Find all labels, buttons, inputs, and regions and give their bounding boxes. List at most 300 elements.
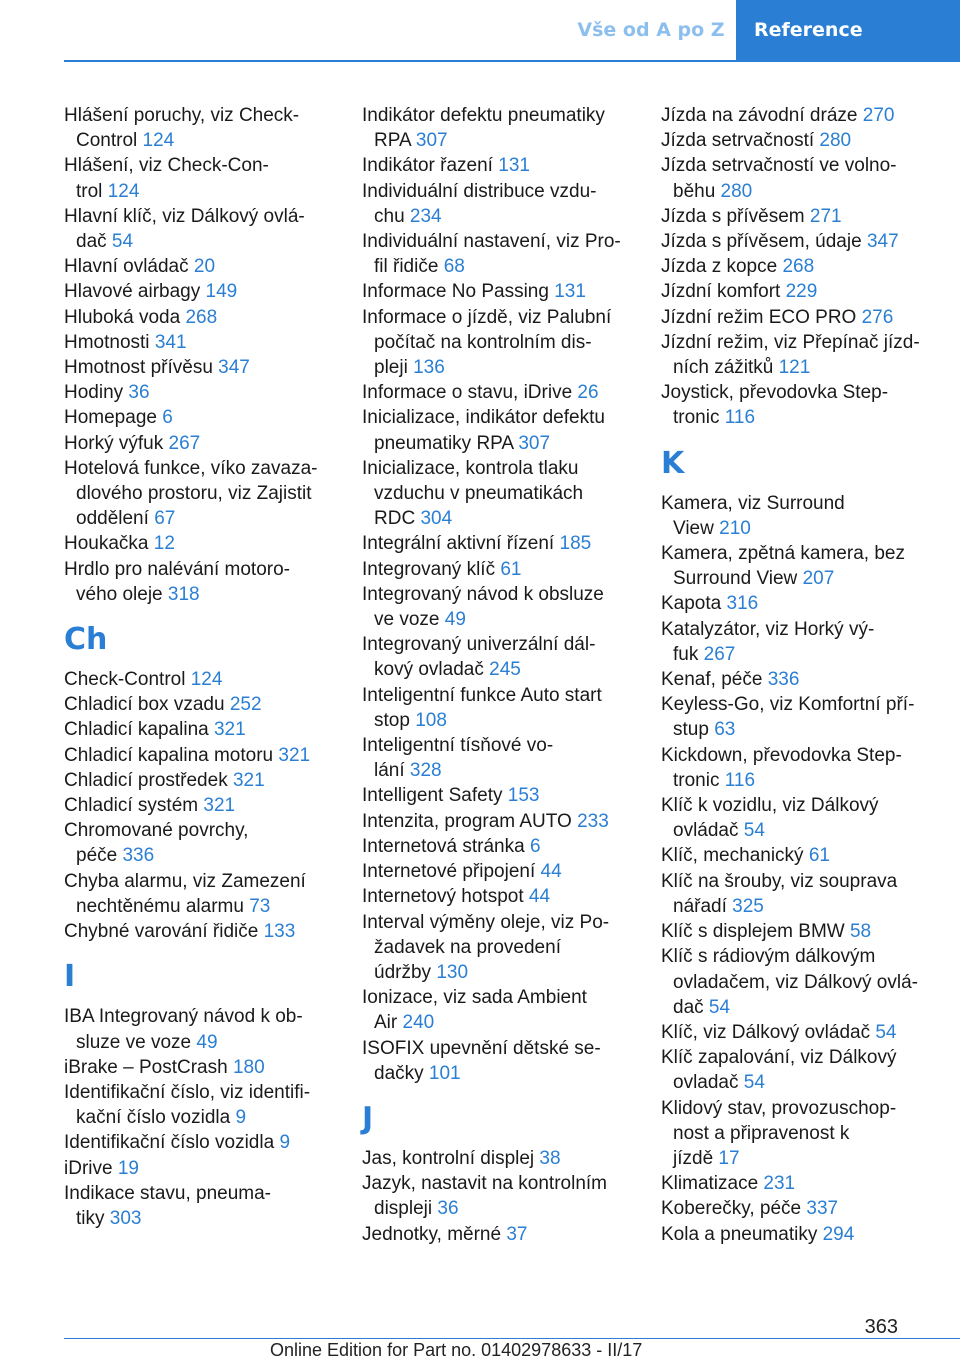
index-entry-text: Individuální nastavení, viz Pro- bbox=[362, 231, 621, 253]
index-entry-line bbox=[661, 894, 943, 919]
page-reference-link[interactable]: 336 bbox=[122, 845, 155, 867]
index-entry-line bbox=[64, 355, 346, 380]
index-entry-line bbox=[64, 1080, 346, 1105]
index-entry-text: Hodiny bbox=[64, 382, 129, 404]
index-entry-text: stop bbox=[374, 709, 416, 731]
index-entry-text: Inicializace, indikátor defektu bbox=[362, 407, 605, 429]
page-reference-link[interactable]: 108 bbox=[415, 709, 447, 731]
page-reference-link[interactable]: 54 bbox=[708, 996, 731, 1018]
index-entry-line bbox=[661, 970, 943, 995]
index-entry-text: Klíč na šrouby, viz souprava bbox=[661, 870, 898, 892]
index-entry-line bbox=[661, 1222, 943, 1247]
page-reference-link[interactable]: 58 bbox=[849, 921, 872, 943]
page-reference-link[interactable]: 210 bbox=[719, 517, 751, 539]
index-entry-text: Hluboká voda bbox=[64, 306, 186, 328]
index-entry-text: Hlavní klíč, viz Dálkový ovlá- bbox=[64, 205, 305, 227]
index-entry-text: Air bbox=[374, 1012, 403, 1034]
index-entry-line bbox=[661, 1146, 943, 1171]
index-entry-line bbox=[661, 591, 943, 616]
index-entry-text: dač bbox=[76, 231, 112, 253]
index-entry-line bbox=[661, 103, 943, 128]
index-entry-text: ISOFIX upevnění dětské se- bbox=[362, 1037, 601, 1059]
index-entry-text: trol bbox=[76, 180, 108, 202]
page-reference-link[interactable]: 44 bbox=[540, 861, 562, 883]
index-entry-line bbox=[362, 1036, 644, 1061]
index-entry-line bbox=[661, 995, 943, 1020]
index-entry-text: Hlavové airbagy bbox=[64, 281, 206, 303]
index-entry-text: Chybné varování řidiče bbox=[64, 921, 264, 943]
page-reference-link[interactable]: 294 bbox=[822, 1223, 855, 1245]
index-entry-text: nechtěnému alarmu bbox=[76, 895, 250, 917]
index-entry-line bbox=[362, 153, 644, 178]
index-entry-text: Klíč, mechanický bbox=[661, 845, 809, 867]
index-entry-text: Identifikační číslo vozidla bbox=[64, 1132, 280, 1154]
page-reference-link[interactable]: 116 bbox=[724, 407, 756, 429]
index-entry-text: Jízda setrvačností ve volno- bbox=[661, 155, 897, 177]
index-entry-line bbox=[661, 1121, 943, 1146]
page-reference-link[interactable]: 54 bbox=[875, 1021, 897, 1043]
index-entry-line bbox=[362, 758, 644, 783]
index-entry-line bbox=[362, 330, 644, 355]
index-entry-line bbox=[64, 869, 346, 894]
index-entry-line bbox=[362, 1146, 644, 1171]
index-entry-text: chu bbox=[374, 205, 410, 227]
index-entry-line bbox=[362, 582, 644, 607]
page-reference-link[interactable]: 149 bbox=[205, 281, 238, 303]
index-entry-line bbox=[661, 279, 943, 304]
page-reference-link[interactable]: 180 bbox=[232, 1056, 265, 1078]
index-entry-text: jízdě bbox=[673, 1147, 719, 1169]
index-entry-line bbox=[362, 229, 644, 254]
section-letter-heading: Ch bbox=[64, 622, 108, 658]
page-reference-link[interactable]: 54 bbox=[111, 231, 134, 253]
index-entry-line bbox=[64, 818, 346, 843]
index-entry-text: vého oleje bbox=[76, 583, 168, 605]
index-entry-text: Integrovaný návod k obsluze bbox=[362, 583, 604, 605]
page-reference-link[interactable]: 131 bbox=[498, 155, 530, 177]
page-reference-link[interactable]: 268 bbox=[185, 306, 218, 328]
page-reference-link[interactable]: 303 bbox=[109, 1207, 142, 1229]
index-entry-text: Homepage bbox=[64, 407, 163, 429]
page-reference-link[interactable]: 38 bbox=[539, 1147, 561, 1169]
index-entry-text: ovládač bbox=[673, 820, 744, 842]
index-entry-line bbox=[64, 456, 346, 481]
index-entry-text: Hlášení, viz Check-Con- bbox=[64, 155, 269, 177]
index-entry-line bbox=[64, 531, 346, 556]
page-reference-link[interactable]: 280 bbox=[819, 130, 852, 152]
index-entry-text: běhu bbox=[673, 180, 721, 202]
page-reference-link[interactable]: 276 bbox=[861, 306, 894, 328]
index-entry-line bbox=[661, 1096, 943, 1121]
index-entry-text: Jednotky, měrné bbox=[362, 1223, 507, 1245]
page-reference-link[interactable]: 325 bbox=[732, 895, 764, 917]
index-entry-text: kový ovladač bbox=[374, 659, 490, 681]
index-entry-line bbox=[661, 128, 943, 153]
page-reference-link[interactable]: 9 bbox=[279, 1132, 291, 1154]
page-reference-link[interactable]: 124 bbox=[142, 130, 175, 152]
index-entry-text: Identifikační číslo, viz identifi- bbox=[64, 1081, 311, 1103]
index-entry-text: Indikace stavu, pneuma- bbox=[64, 1182, 272, 1204]
index-entry-text: Klíč, viz Dálkový ovládač bbox=[661, 1021, 876, 1043]
index-entry-text: Jízda s přívěsem, údaje bbox=[661, 231, 867, 253]
index-entry-line bbox=[661, 405, 943, 430]
index-entry-text: sluze ve voze bbox=[76, 1031, 197, 1053]
index-entry-line bbox=[64, 1004, 346, 1029]
page-reference-link[interactable]: 304 bbox=[420, 508, 453, 530]
index-entry-text: Klíč k vozidlu, viz Dálkový bbox=[661, 795, 879, 817]
index-entry-line bbox=[661, 667, 943, 692]
index-entry-text: Individuální distribuce vzdu- bbox=[362, 180, 597, 202]
page-reference-link[interactable]: 12 bbox=[153, 533, 175, 555]
index-entry-line bbox=[64, 128, 346, 153]
page-reference-link[interactable]: 337 bbox=[806, 1198, 839, 1220]
index-entry-line bbox=[64, 431, 346, 456]
index-entry-line bbox=[661, 355, 943, 380]
index-entry-text: péče bbox=[76, 845, 123, 867]
index-entry-line bbox=[661, 1070, 943, 1095]
page-reference-link[interactable]: 6 bbox=[529, 835, 541, 857]
index-entry-line bbox=[362, 657, 644, 682]
index-entry-text: Ionizace, viz sada Ambient bbox=[362, 987, 587, 1009]
page-reference-link[interactable]: 136 bbox=[413, 357, 445, 379]
index-entry-line bbox=[362, 204, 644, 229]
index-entry-text: Chladicí box vzadu bbox=[64, 694, 230, 716]
index-entry-text: Indikátor řazení bbox=[362, 155, 499, 177]
page-reference-link[interactable]: 20 bbox=[193, 256, 216, 278]
index-entry-text: Chromované povrchy, bbox=[64, 820, 249, 842]
index-entry-line bbox=[661, 179, 943, 204]
index-entry-line bbox=[64, 919, 346, 944]
index-entry-text: vzduchu v pneumatikách bbox=[374, 483, 584, 505]
index-entry-line bbox=[661, 541, 943, 566]
page-reference-link[interactable]: 347 bbox=[218, 357, 250, 379]
index-entry-text: Hrdlo pro nalévání motoro- bbox=[64, 558, 290, 580]
index-entry-line bbox=[661, 944, 943, 969]
index-entry-text: Internetové připojení bbox=[362, 861, 541, 883]
index-entry-line bbox=[64, 1181, 346, 1206]
page-reference-link[interactable]: 231 bbox=[763, 1173, 796, 1195]
page-reference-link[interactable]: 37 bbox=[506, 1223, 528, 1245]
page-reference-link[interactable]: 19 bbox=[117, 1157, 139, 1179]
index-entry-line bbox=[362, 531, 644, 556]
index-entry-line bbox=[661, 566, 943, 591]
index-entry-text: Chyba alarmu, viz Zamezení bbox=[64, 870, 306, 892]
page-reference-link[interactable]: 234 bbox=[409, 205, 442, 227]
index-entry-line bbox=[64, 743, 346, 768]
page-reference-link[interactable]: 341 bbox=[154, 331, 187, 353]
page-reference-link[interactable]: 9 bbox=[235, 1107, 247, 1129]
page-reference-link[interactable]: 252 bbox=[229, 694, 262, 716]
page-reference-link[interactable]: 328 bbox=[409, 760, 442, 782]
index-entry-line bbox=[64, 692, 346, 717]
index-entry-line bbox=[64, 1105, 346, 1130]
index-entry-line bbox=[661, 642, 943, 667]
index-entry-text: Inteligentní tísňové vo- bbox=[362, 735, 554, 757]
index-entry-text: Kamera, viz Surround bbox=[661, 492, 845, 514]
index-entry-text: Interval výměny oleje, viz Po- bbox=[362, 911, 610, 933]
index-entry-line bbox=[362, 380, 644, 405]
page-reference-link[interactable]: 101 bbox=[428, 1062, 461, 1084]
index-entry-line bbox=[661, 793, 943, 818]
page-reference-link[interactable]: 54 bbox=[743, 1072, 765, 1094]
index-entry-line bbox=[661, 617, 943, 642]
header-divider bbox=[64, 60, 960, 62]
page-reference-link[interactable]: 73 bbox=[249, 895, 271, 917]
index-entry-line bbox=[362, 103, 644, 128]
index-entry-text: Jízdní komfort bbox=[661, 281, 786, 303]
index-entry-text: stup bbox=[673, 719, 715, 741]
page-reference-link[interactable]: 270 bbox=[862, 105, 895, 126]
page-reference-link[interactable]: 233 bbox=[577, 810, 609, 832]
index-entry-text: Jízda na závodní dráze bbox=[661, 105, 863, 126]
index-entry-line bbox=[64, 330, 346, 355]
index-entry-line bbox=[64, 582, 346, 607]
index-entry-line bbox=[64, 667, 346, 692]
edition-footer: Online Edition for Part no. 01402978633 - II/17 bbox=[270, 1340, 643, 1360]
index-entry-text: iBrake – PostCrash bbox=[64, 1056, 233, 1078]
index-entry-line bbox=[64, 1156, 346, 1181]
index-entry-line bbox=[362, 985, 644, 1010]
index-entry-text: Inicializace, kontrola tlaku bbox=[362, 457, 579, 479]
index-entry-text: Klimatizace bbox=[661, 1173, 764, 1195]
page-reference-link[interactable]: 207 bbox=[802, 568, 835, 590]
index-entry-line bbox=[661, 919, 943, 944]
index-entry-text: Internetová stránka bbox=[362, 835, 530, 857]
page-reference-link[interactable]: 347 bbox=[866, 231, 899, 253]
index-entry-text: nářadí bbox=[673, 895, 733, 917]
index-entry-text: Keyless-Go, viz Komfortní pří- bbox=[661, 694, 915, 716]
page-reference-link[interactable]: 61 bbox=[808, 845, 830, 867]
page-reference-link[interactable]: 318 bbox=[167, 583, 200, 605]
index-entry-line bbox=[64, 557, 346, 582]
index-entry-text: ve voze bbox=[374, 609, 445, 631]
index-entry-text: Control bbox=[76, 130, 143, 152]
index-entry-line bbox=[661, 843, 943, 868]
index-entry-text: Integrovaný klíč bbox=[362, 558, 501, 580]
index-entry-line bbox=[64, 793, 346, 818]
page-reference-link[interactable]: 267 bbox=[703, 643, 736, 665]
index-entry-line bbox=[362, 632, 644, 657]
page-reference-link[interactable]: 67 bbox=[154, 508, 176, 530]
index-entry-text: Hlavní ovládač bbox=[64, 256, 194, 278]
page-reference-link[interactable]: 271 bbox=[809, 205, 842, 227]
index-entry-line bbox=[64, 254, 346, 279]
index-entry-text: Kapota bbox=[661, 593, 727, 615]
index-entry-text: Chladicí prostředek bbox=[64, 769, 233, 791]
index-entry-text: kační číslo vozidla bbox=[76, 1107, 236, 1129]
index-entry-text: Intenzita, program AUTO bbox=[362, 810, 578, 832]
page-reference-link[interactable]: 131 bbox=[554, 281, 586, 303]
index-entry-text: Chladicí kapalina motoru bbox=[64, 744, 279, 766]
index-entry-text: Klíč s rádiovým dálkovým bbox=[661, 946, 876, 968]
index-entry-line bbox=[64, 204, 346, 229]
index-entry-text: Informace o jízdě, viz Palubní bbox=[362, 306, 612, 328]
index-entry-line bbox=[661, 153, 943, 178]
page-reference-link[interactable]: 49 bbox=[444, 609, 466, 631]
index-column-3 bbox=[661, 103, 943, 1247]
index-entry-text: Horký výfuk bbox=[64, 432, 169, 454]
index-entry-line bbox=[64, 229, 346, 254]
index-entry-line bbox=[661, 380, 943, 405]
page-reference-link[interactable]: 245 bbox=[489, 659, 521, 681]
page-reference-link[interactable]: 44 bbox=[528, 886, 551, 908]
index-entry-text: dlového prostoru, viz Zajistit bbox=[76, 483, 312, 505]
index-entry-line bbox=[64, 305, 346, 330]
index-entry-text: Intelligent Safety bbox=[362, 785, 508, 807]
index-entry-line bbox=[362, 960, 644, 985]
page-reference-link[interactable]: 36 bbox=[128, 382, 150, 404]
page-reference-link[interactable]: 321 bbox=[278, 744, 311, 766]
index-entry-text: Jízda z kopce bbox=[661, 256, 783, 278]
index-entry-line bbox=[362, 355, 644, 380]
index-entry-line bbox=[362, 506, 644, 531]
index-entry-line bbox=[64, 179, 346, 204]
page-reference-link[interactable]: 229 bbox=[785, 281, 818, 303]
index-entry-text: pleji bbox=[374, 357, 414, 379]
index-entry-text: Houkačka bbox=[64, 533, 154, 555]
index-entry-text: displeji bbox=[374, 1198, 438, 1220]
index-entry-text: Kamera, zpětná kamera, bez bbox=[661, 543, 905, 565]
index-entry-line bbox=[362, 1061, 644, 1086]
index-entry-text: údržby bbox=[374, 961, 437, 983]
index-entry-text: oddělení bbox=[76, 508, 155, 530]
index-entry-line bbox=[362, 1196, 644, 1221]
page-reference-link[interactable]: 133 bbox=[263, 921, 296, 943]
index-entry-text: Katalyzátor, viz Horký vý- bbox=[661, 618, 875, 640]
index-entry-line bbox=[661, 305, 943, 330]
page-reference-link[interactable]: 267 bbox=[168, 432, 201, 454]
index-entry-line bbox=[661, 717, 943, 742]
index-entry-line bbox=[362, 1010, 644, 1035]
index-entry-line bbox=[64, 843, 346, 868]
index-entry-text: Kola a pneumatiky bbox=[661, 1223, 823, 1245]
page-reference-link[interactable]: 6 bbox=[162, 407, 173, 429]
section-letter-heading: J bbox=[362, 1100, 374, 1136]
index-entry-text: dačky bbox=[374, 1062, 429, 1084]
index-entry-line bbox=[64, 279, 346, 304]
index-entry-line bbox=[362, 431, 644, 456]
page-reference-link[interactable]: 268 bbox=[782, 256, 815, 278]
page-reference-link[interactable]: 321 bbox=[232, 769, 265, 791]
index-entry-text: Jas, kontrolní displej bbox=[362, 1147, 540, 1169]
page-reference-link[interactable]: 124 bbox=[190, 669, 223, 691]
index-entry-text: tronic bbox=[673, 407, 725, 429]
index-entry-text: Koberečky, péče bbox=[661, 1198, 807, 1220]
index-entry-text: lání bbox=[374, 760, 410, 782]
index-entry-line bbox=[362, 733, 644, 758]
index-entry-line bbox=[362, 834, 644, 859]
page-reference-link[interactable]: 17 bbox=[718, 1147, 740, 1169]
index-entry-text: fil řidiče bbox=[374, 256, 444, 278]
index-entry-line bbox=[64, 717, 346, 742]
page-reference-link[interactable]: 130 bbox=[436, 961, 469, 983]
page-reference-link[interactable]: 307 bbox=[518, 432, 551, 454]
index-entry-text: iDrive bbox=[64, 1157, 118, 1179]
page-reference-link[interactable]: 26 bbox=[577, 382, 599, 404]
index-entry-text: Jízda setrvačností bbox=[661, 130, 820, 152]
index-entry-line bbox=[661, 869, 943, 894]
index-entry-text: Klíč zapalování, viz Dálkový bbox=[661, 1047, 897, 1069]
index-entry-text: RPA bbox=[374, 130, 416, 152]
page-reference-link[interactable]: 121 bbox=[778, 357, 811, 379]
index-entry-text: Kenaf, péče bbox=[661, 669, 768, 691]
index-entry-text: Integrální aktivní řízení bbox=[362, 533, 560, 555]
page-reference-link[interactable]: 63 bbox=[714, 719, 736, 741]
index-entry-line bbox=[362, 1171, 644, 1196]
index-entry-line bbox=[64, 1130, 346, 1155]
index-entry-line bbox=[362, 884, 644, 909]
index-entry-line bbox=[661, 1171, 943, 1196]
index-entry-line bbox=[64, 1055, 346, 1080]
page-reference-link[interactable]: 124 bbox=[107, 180, 140, 202]
index-entry-text: Indikátor defektu pneumatiky bbox=[362, 105, 605, 126]
index-column-2 bbox=[362, 103, 644, 1247]
page-reference-link[interactable]: 280 bbox=[720, 180, 753, 202]
page-reference-link[interactable]: 49 bbox=[196, 1031, 218, 1053]
index-entry-text: Chladicí systém bbox=[64, 795, 204, 817]
index-entry-line bbox=[661, 743, 943, 768]
index-entry-text: Inteligentní funkce Auto start bbox=[362, 684, 602, 706]
index-entry-line bbox=[362, 910, 644, 935]
page-reference-link[interactable]: 321 bbox=[213, 719, 246, 741]
section-title: Vše od A po Z bbox=[568, 0, 734, 60]
tab-reference[interactable]: Reference bbox=[736, 0, 960, 60]
index-column-1 bbox=[64, 103, 346, 1231]
index-entry-text: tronic bbox=[673, 769, 725, 791]
index-entry-text: IBA Integrovaný návod k ob- bbox=[64, 1006, 303, 1028]
page-reference-link[interactable]: 321 bbox=[203, 795, 236, 817]
page-reference-link[interactable]: 307 bbox=[415, 130, 448, 152]
index-entry-text: tiky bbox=[76, 1207, 110, 1229]
index-entry-text: Joystick, převodovka Step- bbox=[661, 382, 889, 404]
index-entry-text: fuk bbox=[673, 643, 704, 665]
index-entry-line bbox=[362, 1222, 644, 1247]
index-entry-line bbox=[64, 1206, 346, 1231]
page-reference-link[interactable]: 316 bbox=[726, 593, 759, 615]
page-reference-link[interactable]: 54 bbox=[743, 820, 765, 842]
index-entry-text: žadavek na provedení bbox=[374, 936, 561, 958]
page-reference-link[interactable]: 240 bbox=[402, 1012, 435, 1034]
index-entry-text: Hmotnosti bbox=[64, 331, 155, 353]
index-entry-text: Integrovaný univerzální dál- bbox=[362, 634, 596, 656]
index-entry-line bbox=[661, 516, 943, 541]
page-reference-link[interactable]: 68 bbox=[443, 256, 465, 278]
index-entry-line bbox=[661, 491, 943, 516]
index-entry-line bbox=[362, 179, 644, 204]
index-entry-text: Check-Control bbox=[64, 669, 191, 691]
index-entry-text: Klidový stav, provozuschop- bbox=[661, 1097, 897, 1119]
index-entry-text: Chladicí kapalina bbox=[64, 719, 214, 741]
index-entry-line bbox=[362, 481, 644, 506]
index-entry-line bbox=[64, 380, 346, 405]
index-entry-line bbox=[64, 1030, 346, 1055]
index-entry-text: Hlášení poruchy, viz Check- bbox=[64, 105, 300, 126]
page-reference-link[interactable]: 153 bbox=[507, 785, 540, 807]
page-reference-link[interactable]: 336 bbox=[767, 669, 800, 691]
index-entry-line bbox=[661, 204, 943, 229]
index-entry-line bbox=[362, 809, 644, 834]
page-reference-link[interactable]: 61 bbox=[500, 558, 522, 580]
index-entry-text: Jízdní režim, viz Přepínač jízd- bbox=[661, 331, 920, 353]
page-reference-link[interactable]: 116 bbox=[724, 769, 756, 791]
page-reference-link[interactable]: 36 bbox=[437, 1198, 459, 1220]
index-entry-line bbox=[661, 254, 943, 279]
index-entry-line bbox=[64, 153, 346, 178]
index-entry-text: ovladač bbox=[673, 1072, 744, 1094]
index-entry-line bbox=[661, 692, 943, 717]
index-entry-line bbox=[64, 768, 346, 793]
page-reference-link[interactable]: 185 bbox=[559, 533, 592, 555]
